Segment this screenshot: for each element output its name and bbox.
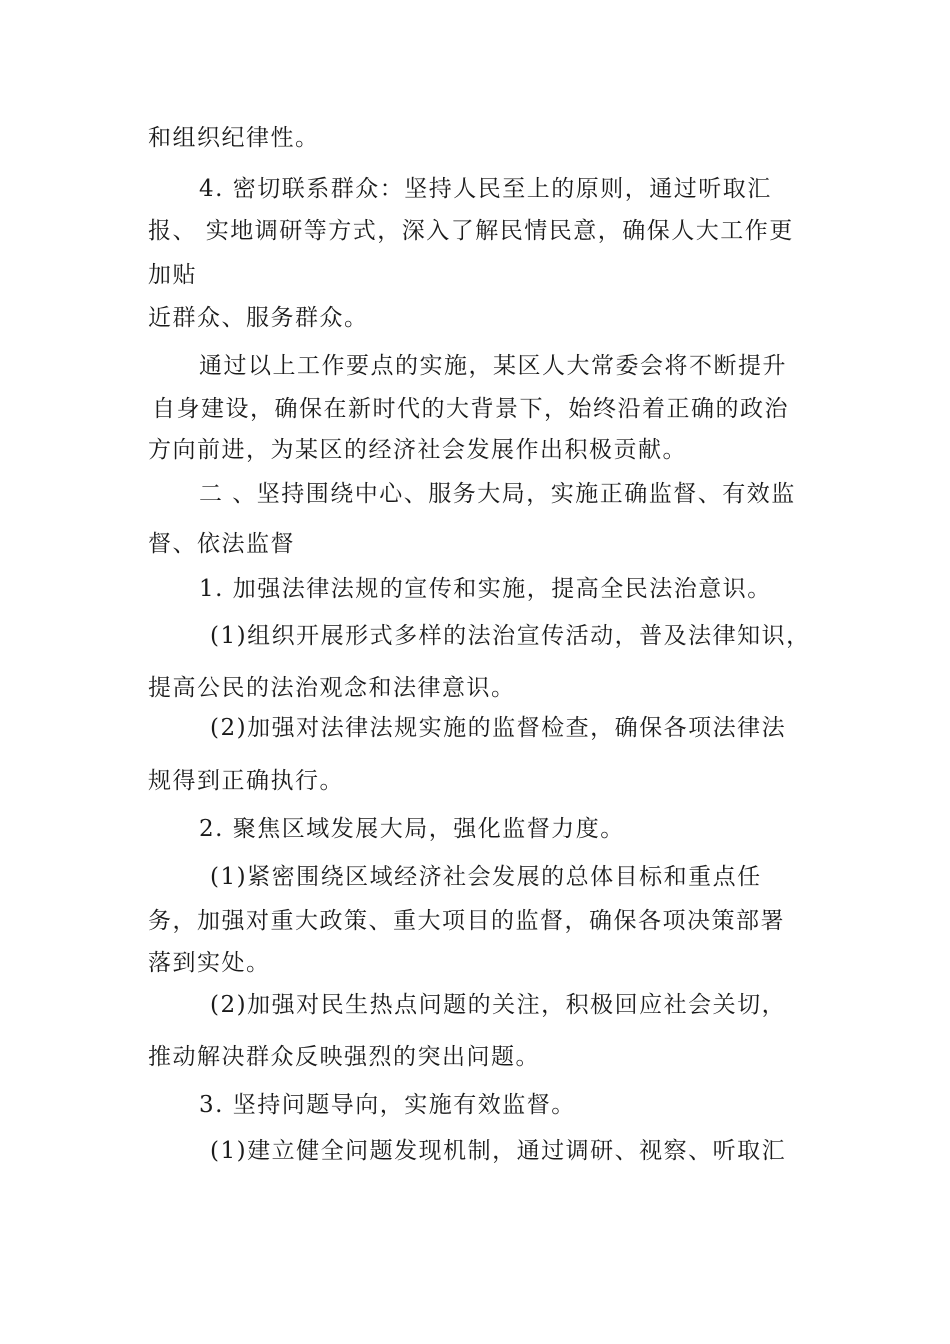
text-line: 二 、坚持围绕中心、服务大局，实施正确监督、有效监 xyxy=(199,481,796,507)
text-line: 规得到正确执行。 xyxy=(148,768,344,794)
text-line: 1. 加强法律法规的宣传和实施，提高全民法治意识。 xyxy=(199,576,772,602)
text-line: 推动解决群众反映强烈的突出问题。 xyxy=(148,1044,540,1070)
text-line: (1)建立健全问题发现机制，通过调研、视察、听取汇 xyxy=(210,1138,787,1164)
text-line: (2)加强对法律法规实施的监督检查，确保各项法律法 xyxy=(210,715,787,741)
text-line: 通过以上工作要点的实施，某区人大常委会将不断提升 xyxy=(199,353,787,379)
text-line: 和组织纪律性。 xyxy=(148,125,320,151)
text-line: 报、 实地调研等方式，深入了解民情民意，确保人大工作更 xyxy=(148,218,794,244)
text-line: 3. 坚持问题导向，实施有效监督。 xyxy=(199,1092,576,1118)
text-line: (1)紧密围绕区域经济社会发展的总体目标和重点任 xyxy=(210,864,762,890)
text-line: 近群众、服务群众。 xyxy=(148,305,369,331)
text-line: 落到实处。 xyxy=(148,950,271,976)
text-line: 4. 密切联系群众：坚持人民至上的原则，通过听取汇 xyxy=(199,176,772,202)
text-line: 自身建设，确保在新时代的大背景下，始终沿着正确的政治 xyxy=(152,396,789,422)
text-line: 提高公民的法治观念和法律意识。 xyxy=(148,675,516,701)
text-line: (1)组织开展形式多样的法治宣传活动，普及法律知识， xyxy=(210,623,811,649)
text-line: 方向前进，为某区的经济社会发展作出积极贡献。 xyxy=(148,437,687,463)
text-line: 务，加强对重大政策、重大项目的监督，确保各项决策部署 xyxy=(148,908,785,934)
text-line: 督、依法监督 xyxy=(148,531,295,557)
text-line: 2. 聚焦区域发展大局，强化监督力度。 xyxy=(199,816,625,842)
text-line: (2)加强对民生热点问题的关注，积极回应社会关切， xyxy=(210,992,787,1018)
text-line: 加贴 xyxy=(148,262,197,288)
